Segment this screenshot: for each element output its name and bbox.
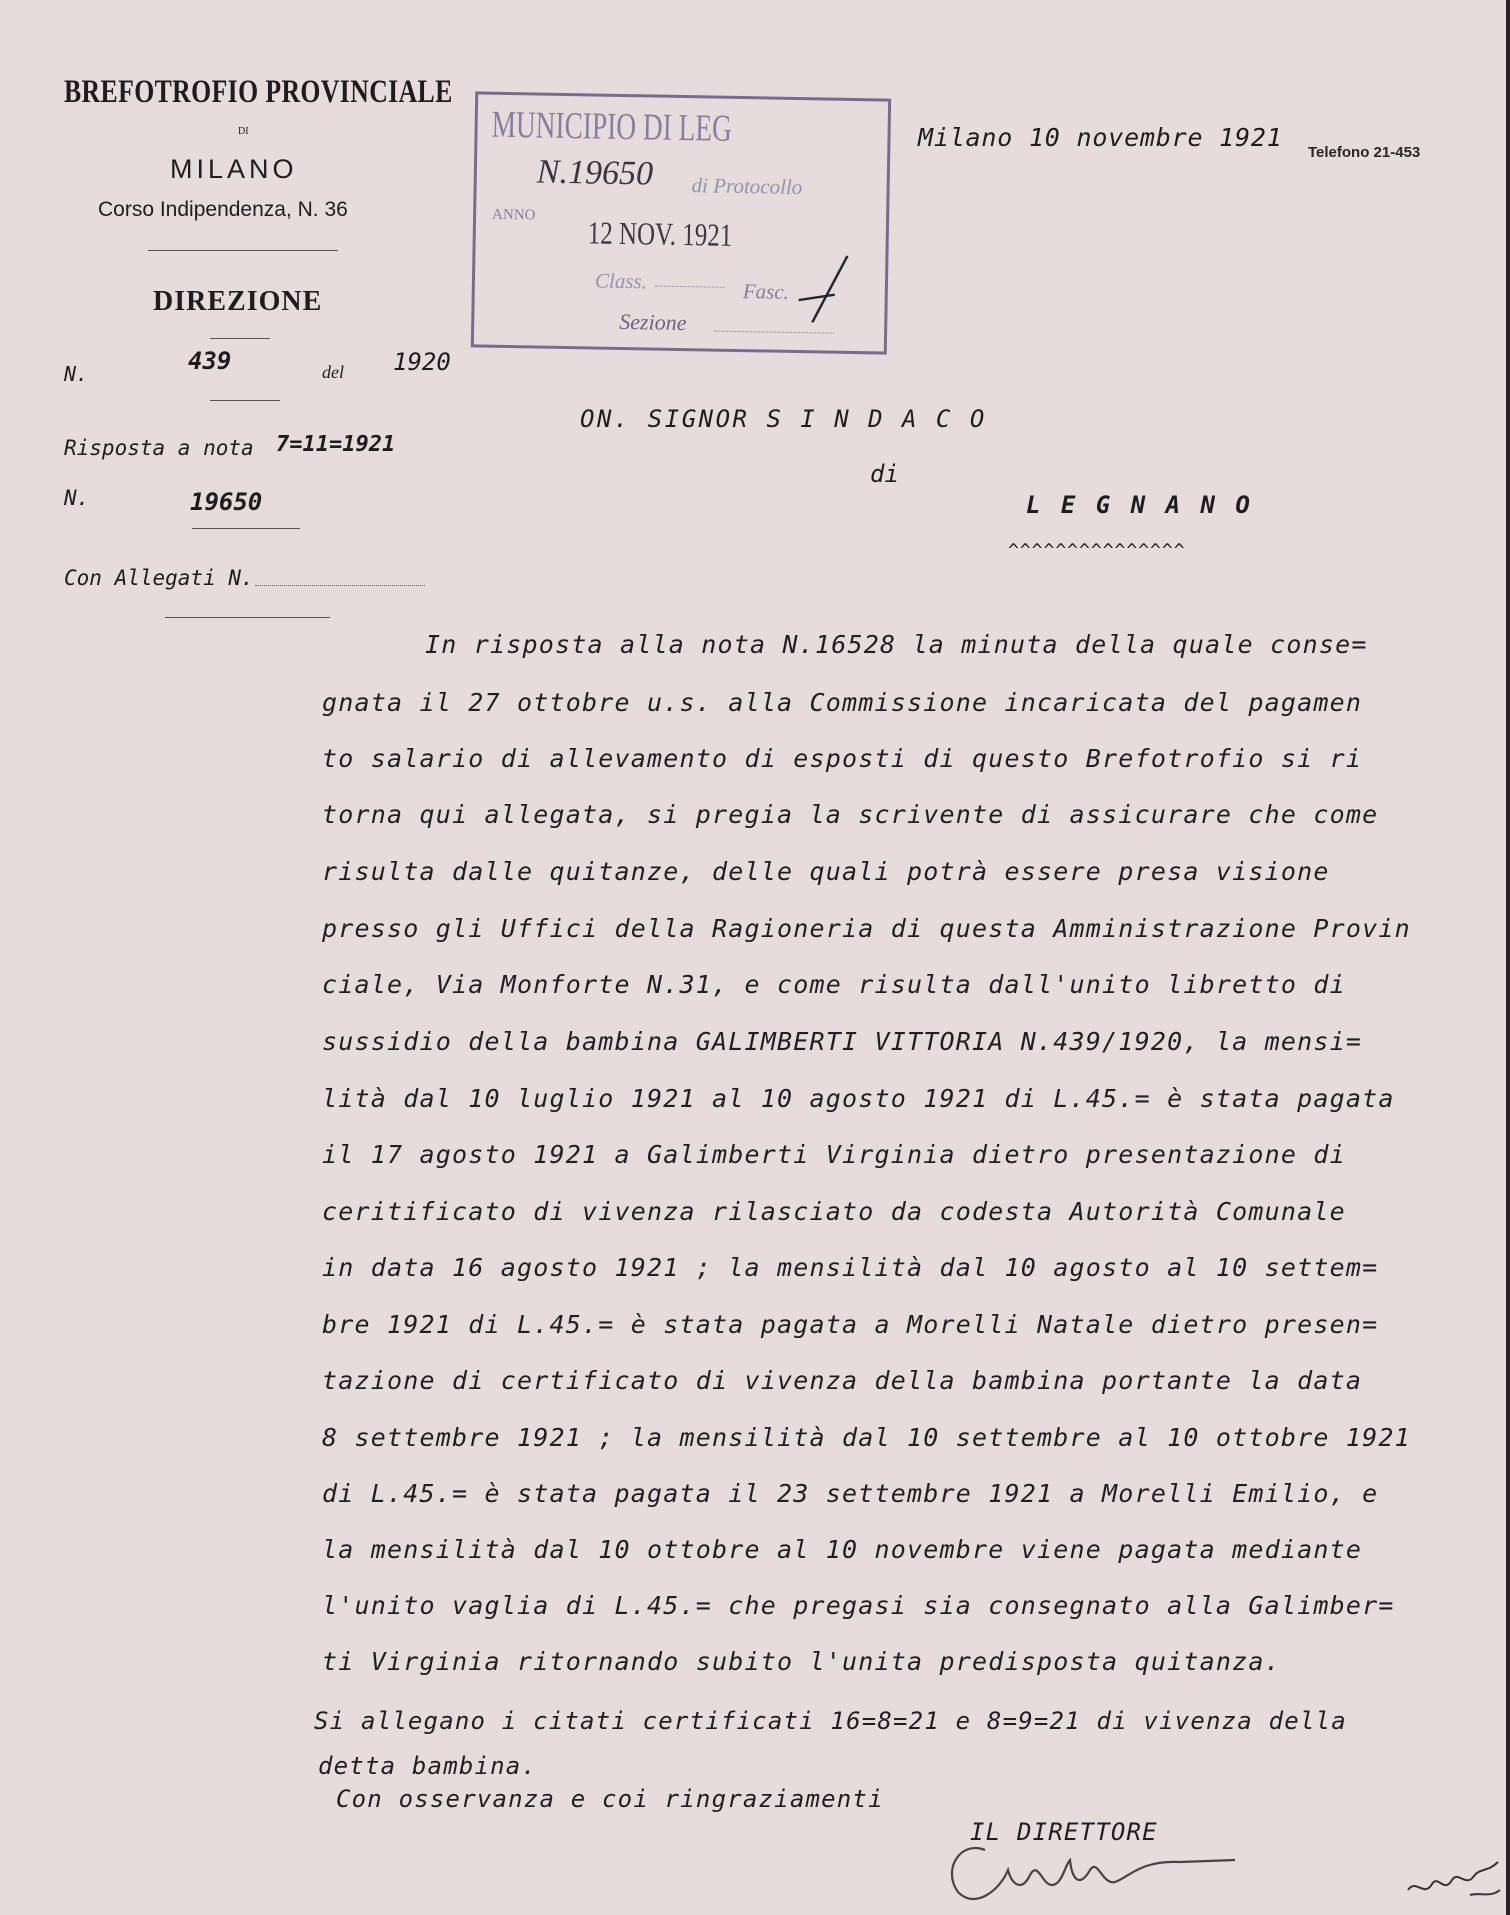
- director-signature: [930, 1830, 1260, 1915]
- body-line: 8 settembre 1921 ; la mensilità dal 10 settembre al 10 ottobre 1921: [322, 1423, 1411, 1452]
- divider: [165, 617, 330, 618]
- protocol-del-label: del: [322, 362, 344, 382]
- stamp-sezione-dots: [714, 331, 834, 334]
- reply-to-note-value: 7=11=1921: [276, 432, 396, 457]
- body-line: ti Virginia ritornando subito l'unita predisposta quitanza.: [322, 1647, 1281, 1676]
- letterhead-address: Corso Indipendenza, N. 36: [98, 198, 348, 221]
- date-line: Milano 10 novembre 1921: [918, 123, 1283, 152]
- attachments-note: Si allegano i citati certificati 16=8=21 e 8=9=21 di vivenza della: [314, 1707, 1347, 1735]
- telephone: Telefono 21-453: [1308, 144, 1421, 161]
- divider: [210, 338, 270, 339]
- body-line: l'unito vaglia di L.45.= che pregasi sia consegnato alla Galimber=: [322, 1591, 1395, 1620]
- attachments-label: Con Allegati N.: [64, 566, 254, 590]
- reply-number-value: 19650: [190, 488, 263, 516]
- addressee-title: ON. SIGNOR S I N D A C O: [580, 405, 987, 433]
- body-line: ceritificato di vivenza rilasciato da codesta Autorità Comunale: [322, 1197, 1346, 1226]
- divider: [192, 528, 300, 529]
- body-line: ciale, Via Monforte N.31, e come risulta dall'unito libretto di: [322, 970, 1346, 999]
- reply-number-label: N.: [64, 486, 90, 510]
- body-line: il 17 agosto 1921 a Galimberti Virginia dietro presentazione di: [322, 1140, 1346, 1169]
- signatory-title: IL DIRETTORE: [970, 1818, 1158, 1846]
- stamp-date: 12 NOV. 1921: [587, 214, 733, 253]
- stamp-pen-mark: [794, 250, 855, 331]
- protocol-year: 1920: [393, 348, 451, 376]
- body-line: to salario di allevamento di esposti di questo Brefotrofio si ri: [322, 744, 1363, 773]
- body-line: in data 16 agosto 1921 ; la mensilità dal 10 agosto al 10 settem=: [322, 1253, 1379, 1282]
- letterhead-city: MILANO: [170, 154, 298, 184]
- body-line: gnata il 27 ottobre u.s. alla Commissione incaricata del pagamen: [322, 688, 1363, 717]
- stamp-number: N.19650: [536, 153, 654, 193]
- addressee-di: di: [870, 460, 899, 488]
- body-line: di L.45.= è stata pagata il 23 settembre 1921 a Morelli Emilio, e: [322, 1479, 1379, 1508]
- body-line: presso gli Uffici della Ragioneria di questa Amministrazione Provin: [322, 914, 1411, 943]
- department-title: DIREZIONE: [153, 286, 323, 317]
- body-line: torna qui allegata, si pregia la scrivente di assicurare che come: [322, 800, 1379, 829]
- body-line: bre 1921 di L.45.= è stata pagata a Morelli Natale dietro presen=: [322, 1310, 1379, 1339]
- attachments-note-cont: detta bambina.: [318, 1752, 538, 1780]
- stamp-class: Class.: [594, 268, 648, 294]
- body-line: la mensilità dal 10 ottobre al 10 novembre viene pagata mediante: [322, 1535, 1363, 1564]
- divider: [210, 400, 280, 401]
- body-line: risulta dalle quitanze, delle quali potrà essere presa visione: [322, 857, 1330, 886]
- dotted-line: [255, 585, 425, 587]
- closing-salutation: Con osservanza e coi ringraziamenti: [336, 1785, 884, 1813]
- municipal-protocol-stamp: [471, 91, 891, 354]
- stamp-protocollo: di Protocollo: [691, 173, 803, 200]
- stamp-sezione: Sezione: [619, 308, 687, 336]
- page-edge: [1506, 0, 1510, 1915]
- body-line: sussidio della bambina GALIMBERTI VITTORIA N.439/1920, la mensi=: [322, 1027, 1363, 1056]
- addressee-city: L E G N A N O: [1026, 491, 1253, 519]
- reply-to-note-label: Risposta a nota: [64, 436, 254, 460]
- body-line: In risposta alla nota N.16528 la minuta della quale conse=: [425, 630, 1368, 659]
- stamp-class-dots: [655, 286, 725, 288]
- protocol-number-value: 439: [188, 347, 232, 375]
- institution-name: BREFOTROFIO PROVINCIALE: [64, 74, 453, 110]
- stamp-header: MUNICIPIO DI LEG: [491, 103, 733, 150]
- margin-signature: [1400, 1850, 1505, 1910]
- stamp-anno: ANNO: [491, 206, 536, 224]
- addressee-underline: ^^^^^^^^^^^^^^^: [1008, 540, 1186, 561]
- letterhead-di: DI: [238, 126, 249, 137]
- body-line: lità dal 10 luglio 1921 al 10 agosto 1921 di L.45.= è stata pagata: [322, 1084, 1395, 1113]
- protocol-number-label: N.: [64, 362, 89, 386]
- body-line: tazione di certificato di vivenza della bambina portante la data: [322, 1366, 1363, 1395]
- stamp-fasc: Fasc.: [742, 279, 790, 304]
- divider: [148, 250, 338, 251]
